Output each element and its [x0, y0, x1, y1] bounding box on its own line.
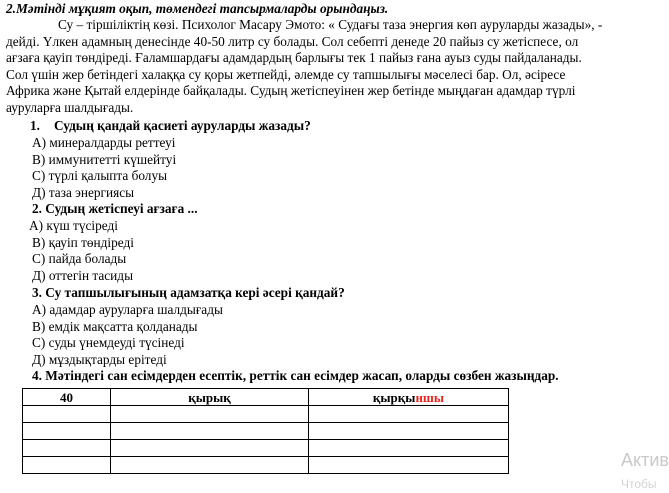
table-cell[interactable] [23, 440, 111, 457]
answer-option[interactable]: С) түрлі қалыпта болуы [32, 168, 168, 184]
answer-option[interactable]: Д) мұздықтарды ерітеді [32, 351, 167, 367]
answer-option[interactable]: В) емдік мақсатта қолданады [32, 318, 198, 334]
answer-option[interactable]: С) суды үнемдеуді түсінеді [32, 335, 185, 351]
answer-option[interactable]: А) минералдарды реттеуі [32, 135, 176, 150]
question-1-options [32, 135, 176, 201]
table-cell[interactable] [309, 406, 509, 423]
question-3-text: 3. Су тапшылығының адамзатқа кері әсері қандай? [32, 285, 345, 300]
passage-line: Су – тіршіліктің көзі. Психолог Масару Эмото: « Судағы таза энергия көп ауруларды жазады», - [58, 17, 603, 32]
table-cell[interactable] [23, 457, 111, 474]
question-4-text: 4. Мәтіндегі сан есімдерден есептік, реттік сан есімдер жасап, оларды сөзбен жазыңдар. [32, 368, 559, 383]
question-1 [30, 118, 311, 135]
answer-table [22, 388, 509, 474]
answer-option[interactable]: В) қауіп төндіреді [32, 234, 134, 250]
answer-option[interactable]: С) пайда болады [32, 251, 127, 267]
answer-option[interactable]: А) адамдар ауруларға шалдығады [32, 302, 223, 317]
passage-line: Сол үшін жер бетіндегі халаққа су қоры жетпейді, әлемде су тапшылығы мәселесі бар. Ол, әсіресе [6, 66, 566, 82]
ordinal-stem: қырқы [372, 389, 416, 405]
ordinal-suffix: ншы [415, 389, 445, 405]
question-3-options [32, 302, 223, 368]
table-cell[interactable] [23, 406, 111, 423]
table-row [23, 423, 509, 440]
answer-option[interactable]: Д) оттегін тасиды [32, 267, 133, 283]
table-header-cell: 40 [23, 389, 111, 406]
table-cell[interactable] [111, 440, 309, 457]
table-cell[interactable] [309, 440, 509, 457]
answer-option[interactable]: А) күш түсіреді [29, 218, 118, 233]
question-2-text: 2. Судың жетіспеуі ағзаға ... [32, 201, 198, 216]
activation-watermark: Актив [621, 450, 669, 470]
question-2-options [29, 218, 134, 284]
table-row [23, 406, 509, 423]
table-cell[interactable] [309, 423, 509, 440]
question-1-text: Судың қандай қасиеті ауруларды жазады? [54, 118, 311, 133]
answer-option[interactable]: В) иммунитетті күшейтуі [32, 151, 177, 167]
passage-line: ауруларға шалдығады. [6, 99, 134, 115]
table-cell[interactable] [111, 423, 309, 440]
table-cell[interactable] [23, 423, 111, 440]
table-header-cell [309, 389, 509, 406]
table-cell[interactable] [111, 406, 309, 423]
reading-passage [6, 17, 663, 117]
activation-watermark-subtext: Чтобы [621, 477, 657, 491]
answer-option[interactable]: Д) таза энергиясы [32, 184, 135, 200]
table-header-cell: қырық [111, 389, 309, 406]
table-header-row [23, 389, 509, 406]
passage-line: дейді. Үлкен адамның денесінде 40-50 литр су болады. Сол себепті денеде 20 пайыз су жетіспесе, ол [6, 33, 579, 49]
table-row [23, 457, 509, 474]
table-row [23, 440, 509, 457]
question-1-number: 1. [30, 118, 40, 133]
table-cell[interactable] [309, 457, 509, 474]
passage-line: ағзаға қауіп төндіреді. Ғаламшардағы адамдардың барлығы тек 1 пайыз ғана ауыз суды пайдаланады. [6, 50, 582, 66]
passage-line: Африка және Қытай елдерінде байқалады. Судың жетіспеуінен жер бетінде мыңдаған адамдар түрлі [6, 83, 576, 99]
task-heading: 2.Мәтінді мұқият оқып, төмендегі тапсырмаларды орындаңыз. [6, 1, 389, 16]
table-cell[interactable] [111, 457, 309, 474]
